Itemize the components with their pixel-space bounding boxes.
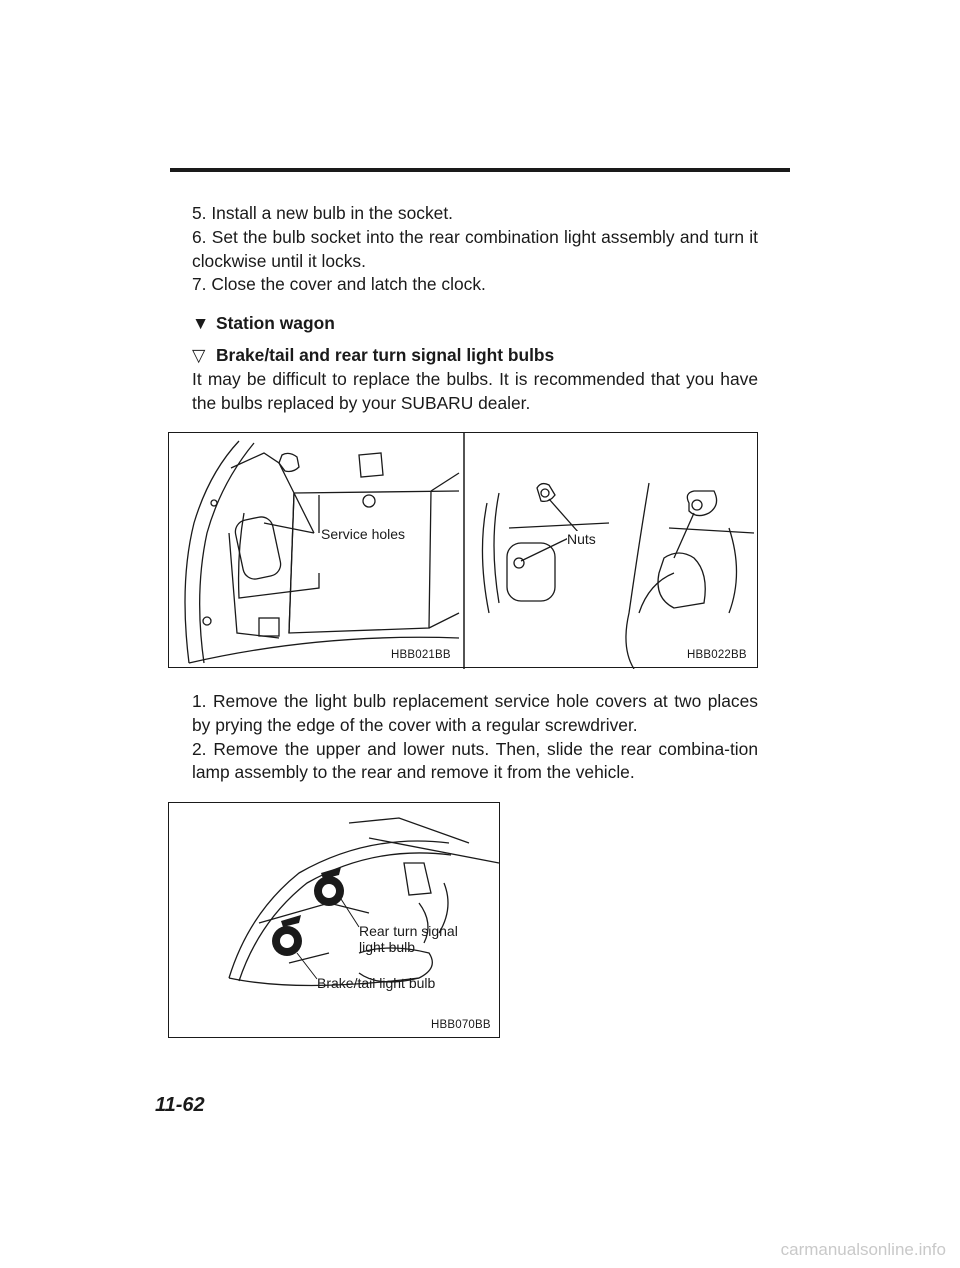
label-rear-turn-signal-line1: Rear turn signal: [359, 923, 458, 939]
step-5: 5. Install a new bulb in the socket.: [192, 203, 454, 223]
intro-text: It may be difficult to replace the bulbs. It is recommended that you have the bulbs replaced by your SUBARU dealer.: [192, 369, 758, 413]
figure-1-illustration: [169, 433, 759, 669]
figure-code-right: HBB022BB: [687, 649, 747, 661]
label-brake-tail: Brake/tail light bulb: [317, 975, 436, 991]
label-service-holes: Service holes: [321, 526, 406, 542]
step-1: 1. Remove the light bulb replacement service hole covers at two places by prying the edge of the cover with a regular screwdriver.: [192, 691, 758, 735]
steps-bottom-block: [192, 690, 758, 785]
subsection-title: Brake/tail and rear turn signal light bulbs: [216, 345, 555, 365]
step-6: 6. Set the bulb socket into the rear combination light assembly and turn it clockwise until it locks.: [192, 226, 758, 271]
section-heading: [192, 312, 758, 336]
figure-code-left: HBB021BB: [391, 649, 451, 661]
watermark-text: carmanualsonline.info: [780, 1240, 946, 1259]
label-nuts: Nuts: [567, 531, 596, 547]
label-rear-turn-signal: [359, 923, 458, 955]
section-title: Station wagon: [216, 313, 335, 333]
page-number: 11-62: [155, 1094, 205, 1116]
subsection-heading: [192, 344, 758, 368]
subsection-marker-icon: ▽: [192, 345, 206, 365]
figure-code-bottom: HBB070BB: [431, 1019, 491, 1031]
intro-paragraph: [192, 368, 758, 416]
step-7: 7. Close the cover and latch the clock.: [192, 274, 486, 295]
figure-rear-lamp-bulbs: [168, 802, 500, 1038]
figure-service-holes-nuts: [168, 432, 758, 668]
figure-2-illustration: [169, 803, 501, 1039]
steps-top-block: [192, 202, 758, 297]
header-rule: [170, 168, 790, 172]
step-2: 2. Remove the upper and lower nuts. Then, slide the rear combina-tion lamp assembly to the rear and remove it from the vehicle.: [192, 738, 758, 783]
section-marker-icon: ▼: [192, 313, 210, 333]
label-rear-turn-signal-line2: light bulb: [359, 939, 416, 955]
